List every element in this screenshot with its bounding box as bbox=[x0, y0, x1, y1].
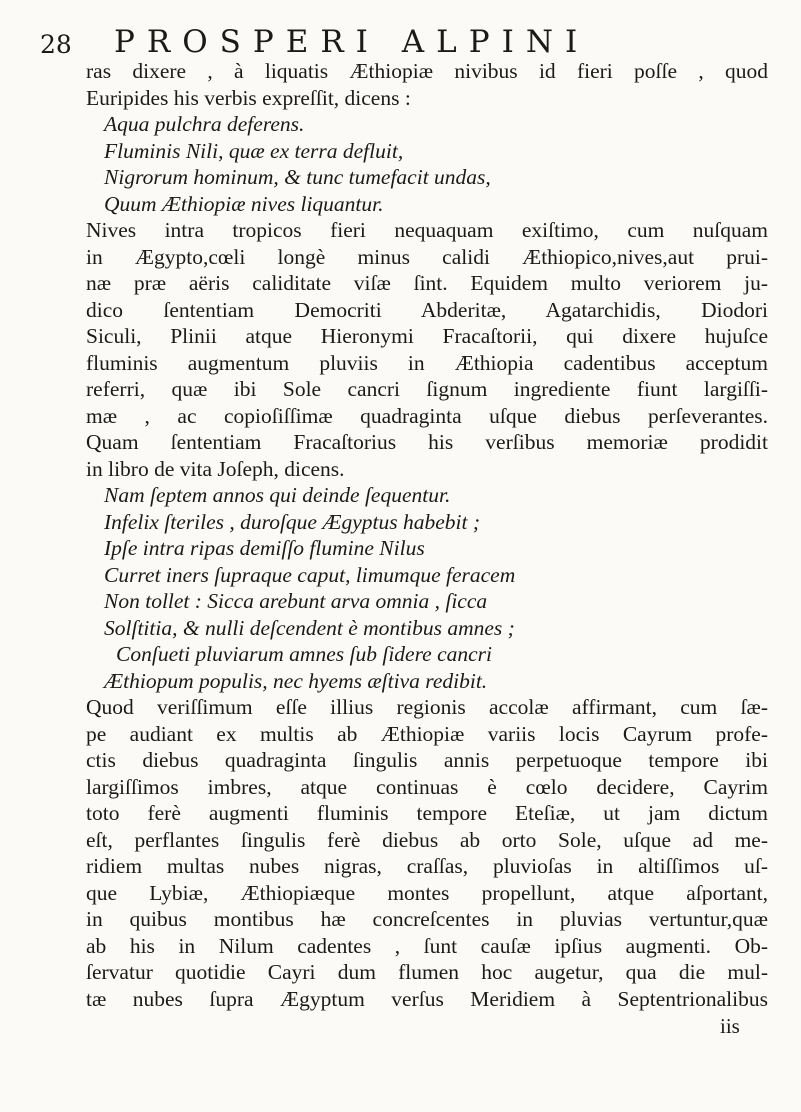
text-line: referri, quæ ibi Sole cancri ſignum ingrediente fiunt largiſſi- bbox=[86, 377, 768, 401]
text-line: ras dixere , à liquatis Æthiopiæ nivibus id fieri poſſe , quod bbox=[86, 59, 768, 83]
text-line: in Ægypto,cœli longè minus calidi Æthiopico,nives,aut prui- bbox=[86, 244, 768, 269]
text-line: ctis diebus quadraginta ſingulis annis perpetuoque tempore ibi bbox=[86, 748, 768, 772]
text-body bbox=[86, 58, 768, 1012]
text-line: næ præ aëris caliditate viſæ ſint. Equidem multo veriorem ju- bbox=[86, 271, 768, 295]
text-line: mæ , ac copioſiſſimæ quadraginta uſque diebus perſeverantes. bbox=[86, 403, 768, 428]
verse-line: Quum Æthiopiæ nives liquantur. bbox=[104, 191, 384, 216]
text-line: dico ſententiam Democriti Abderitæ, Agatarchidis, Diodori bbox=[86, 297, 768, 322]
text-line: ridiem multas nubes nigras, craſſas, pluvioſas in altiſſimos uſ- bbox=[86, 854, 768, 878]
verse-line: Nigrorum hominum, & tunc tumefacit undas, bbox=[104, 165, 491, 189]
catchword: iis bbox=[720, 1014, 740, 1038]
verse-line: Ipſe intra ripas demiſſo flumine Nilus bbox=[104, 536, 425, 560]
text-line: pe audiant ex multis ab Æthiopiæ variis locis Cayrum profe- bbox=[86, 721, 768, 746]
text-line: in quibus montibus hæ concreſcentes in pluvias vertuntur,quæ bbox=[86, 907, 768, 931]
verse-line: Nam ſeptem annos qui deinde ſequentur. bbox=[104, 483, 451, 507]
verse-line: Solſtitia, & nulli deſcendent è montibus amnes ; bbox=[104, 615, 515, 640]
page-number: 28 bbox=[40, 30, 72, 59]
text-line: in libro de vita Joſeph, dicens. bbox=[86, 456, 345, 481]
page-header bbox=[40, 8, 760, 60]
verse-line: Curret iners ſupraque caput, limumque feracem bbox=[104, 562, 516, 587]
verse-line: Conſueti pluviarum amnes ſub ſidere cancri bbox=[116, 642, 492, 666]
text-line: largiſſimos imbres, atque continuas è cœlo decidere, Cayrim bbox=[86, 774, 768, 799]
verse-line: Aqua pulchra deferens. bbox=[104, 112, 305, 136]
text-line: Quam ſententiam Fracaſtorius his verſibus memoriæ prodidit bbox=[86, 430, 768, 454]
text-line: Siculi, Plinii atque Hieronymi Fracaſtorii, qui dixere hujuſce bbox=[86, 324, 768, 348]
text-line: ab his in Nilum cadentes , ſunt cauſæ ipſius augmenti. Ob- bbox=[86, 933, 768, 958]
verse-line: Non tollet : Sicca arebunt arva omnia , ſicca bbox=[104, 589, 488, 613]
verse-line: Infelix ſteriles , duroſque Ægyptus habebit ; bbox=[104, 509, 480, 534]
text-line: Quod veriſſimum eſſe illius regionis accolæ affirmant, cum ſæ- bbox=[86, 695, 768, 719]
text-line: eſt, perflantes ſingulis ferè diebus ab orto Sole, uſque ad me- bbox=[86, 827, 768, 852]
text-line: que Lybiæ, Æthiopiæque montes propellunt, atque aſportant, bbox=[86, 880, 768, 905]
text-line: fluminis augmentum pluviis in Æthiopia cadentibus acceptum bbox=[86, 350, 768, 375]
text-line: tæ nubes ſupra Ægyptum verſus Meridiem à Septentrionalibus bbox=[86, 986, 768, 1011]
text-line: Euripides his verbis expreſſit, dicens : bbox=[86, 85, 411, 110]
text-line: Nives intra tropicos fieri nequaquam exiſtimo, cum nuſquam bbox=[86, 218, 768, 242]
text-line: ſervatur quotidie Cayri dum flumen hoc augetur, qua die mul- bbox=[86, 960, 768, 984]
verse-line: Æthiopum populis, nec hyems æſtiva redibit. bbox=[104, 668, 488, 693]
text-line: toto ferè augmenti fluminis tempore Eteſiæ, ut jam dictum bbox=[86, 801, 768, 825]
running-head: PROSPERI ALPINI bbox=[114, 24, 590, 60]
verse-line: Fluminis Nili, quæ ex terra defluit, bbox=[104, 138, 404, 163]
